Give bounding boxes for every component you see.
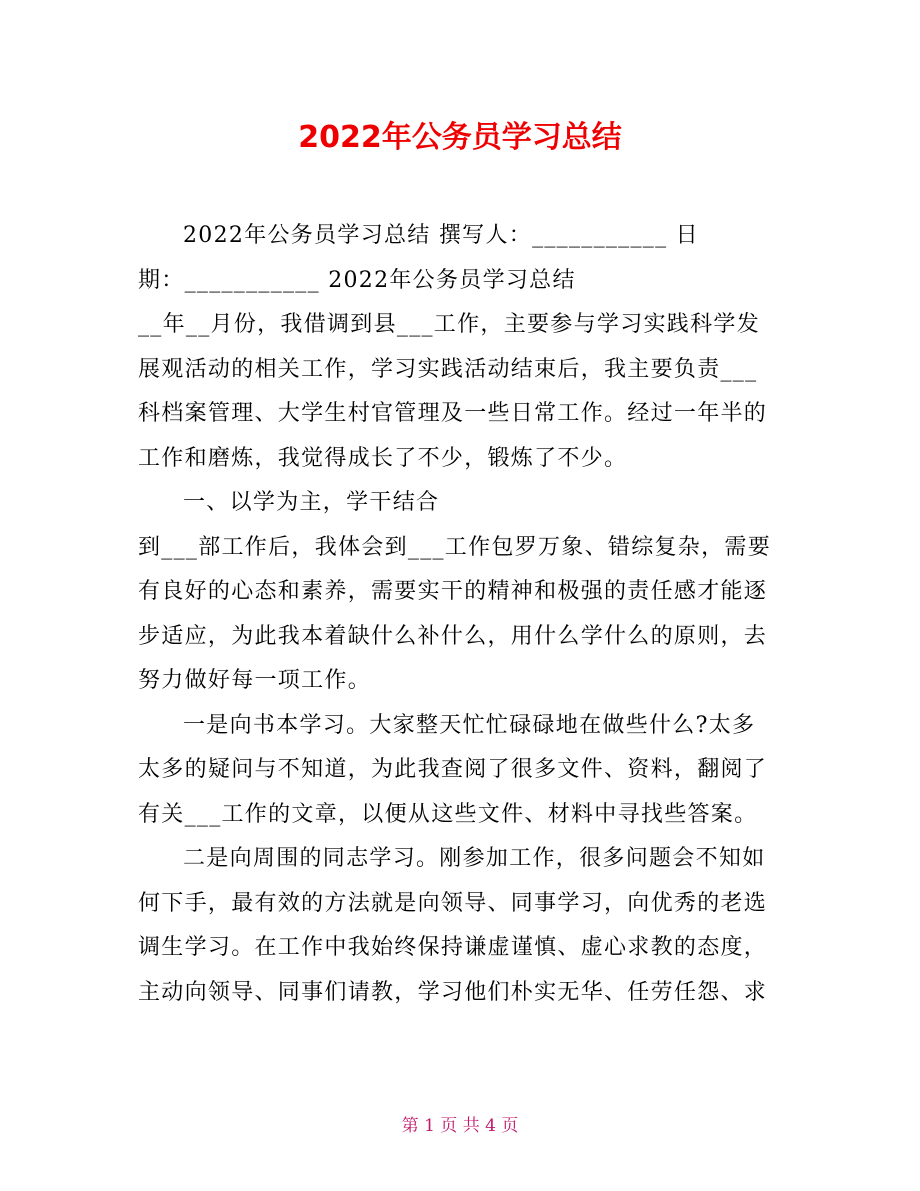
- body-line: 展观活动的相关工作，学习实践活动结束后，我主要负责___: [138, 356, 758, 382]
- body-line: 一是向书本学习。大家整天忙忙碌碌地在做些什么?太多: [183, 712, 756, 738]
- page-number-footer: 第 1 页 共 4 页: [401, 1116, 519, 1136]
- body-line: 期：___________ 2022年公务员学习总结: [138, 267, 576, 293]
- body-line: 2022年公务员学习总结 撰写人：___________ 日: [183, 223, 699, 248]
- document-title: 2022年公务员学习总结: [298, 120, 622, 155]
- body-line: 努力做好每一项工作。: [138, 668, 372, 693]
- body-line: __年__月份，我借调到县___工作，主要参与学习实践科学发: [138, 312, 761, 337]
- body-line: 二是向周围的同志学习。刚参加工作，很多问题会不知如: [183, 846, 766, 871]
- body-line: 何下手，最有效的方法就是向领导、同事学习，向优秀的老选: [138, 890, 768, 916]
- body-line: 到___部工作后，我体会到___工作包罗万象、错综复杂，需要: [138, 534, 772, 560]
- body-line: 有良好的心态和素养，需要实干的精神和极强的责任感才能逐: [138, 579, 768, 604]
- body-line: 有关___工作的文章，以便从这些文件、材料中寻找些答案。: [138, 801, 758, 827]
- body-line: 科档案管理、大学生村官管理及一些日常工作。经过一年半的: [138, 401, 768, 426]
- body-line: 工作和磨炼，我觉得成长了不少，锻炼了不少。: [138, 445, 628, 471]
- section-heading: 一、以学为主，学干结合: [183, 490, 440, 515]
- body-line: 主动向领导、同事们请教，学习他们朴实无华、任劳任怨、求: [138, 979, 768, 1005]
- body-line: 太多的疑问与不知道，为此我查阅了很多文件、资料，翻阅了: [138, 757, 768, 782]
- document-body: [138, 214, 788, 1015]
- body-line: 步适应，为此我本着缺什么补什么，用什么学什么的原则，去: [138, 623, 768, 649]
- body-line: 调生学习。在工作中我始终保持谦虚谨慎、虚心求教的态度，: [138, 935, 768, 960]
